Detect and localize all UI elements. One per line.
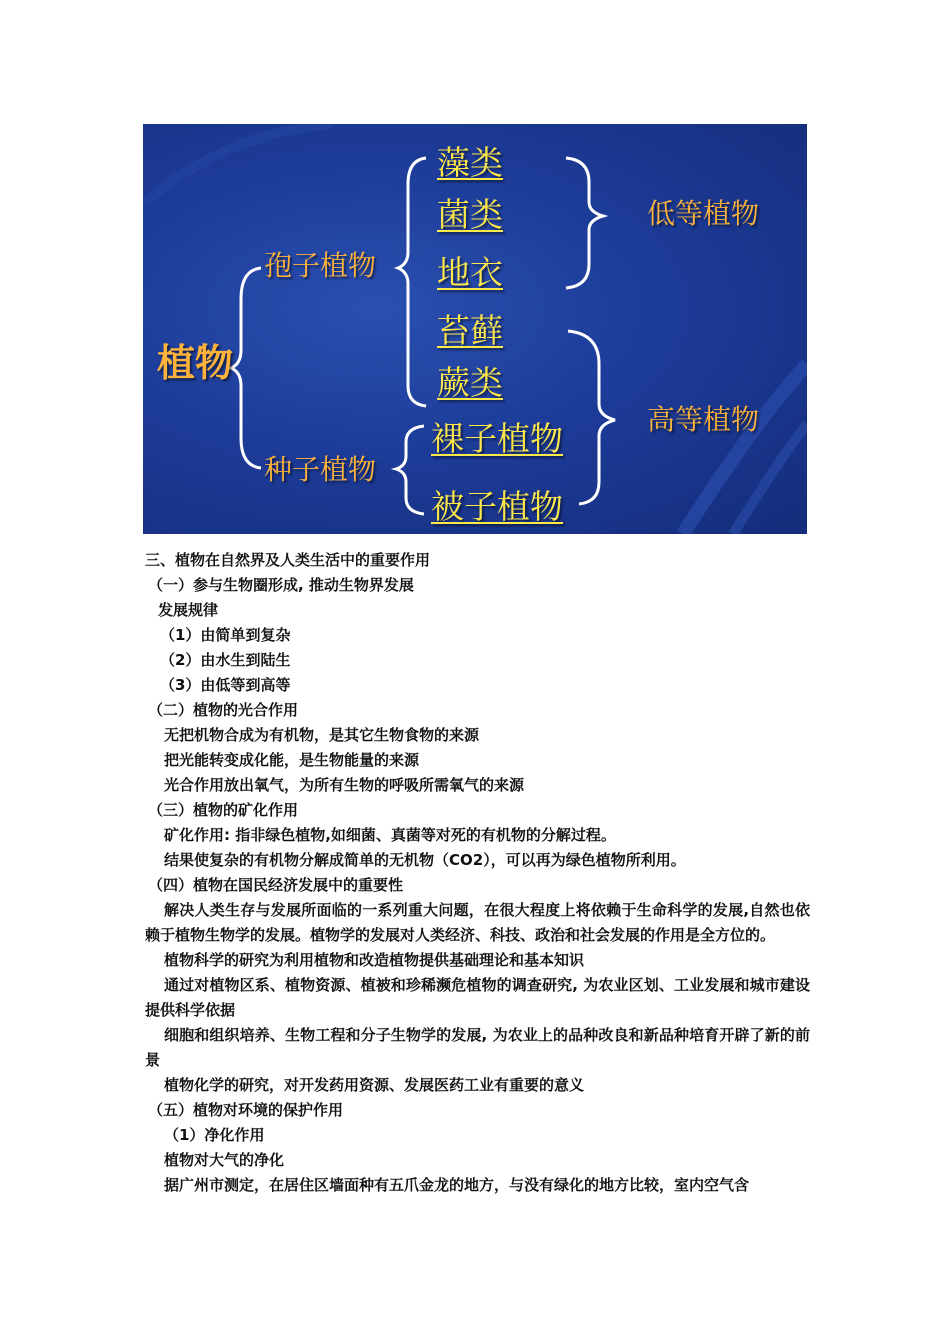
- higher-plants-label: 高等植物: [647, 403, 760, 436]
- section-heading: 三、植物在自然界及人类生活中的重要作用: [145, 551, 431, 569]
- subsection-heading: （四）植物在国民经济发展中的重要性: [148, 876, 404, 894]
- paragraph-line: 植物对大气的净化: [164, 1151, 285, 1169]
- moss-label: 苔藓: [437, 311, 503, 350]
- angiosperm-label: 被子植物: [431, 487, 563, 526]
- brace-lower: [566, 158, 603, 288]
- subsection-heading: （二）植物的光合作用: [148, 701, 299, 719]
- lichen-label: 地衣: [437, 253, 503, 292]
- paragraph-line: 植物化学的研究，对开发药用资源、发展医药工业有重要的意义: [164, 1076, 585, 1094]
- paragraph-line: 结果使复杂的有机物分解成简单的无机物（CO2），可以再为绿色植物所利用。: [164, 851, 686, 869]
- brace-spore: [398, 158, 426, 406]
- paragraph-line: 据广州市测定，在居住区墙面种有五爪金龙的地方，与没有绿化的地方比较，室内空气含: [164, 1176, 750, 1194]
- brace-root: [231, 268, 261, 468]
- list-item: （3）由低等到高等: [160, 676, 291, 694]
- paragraph-line: 把光能转变成化能，是生物能量的来源: [164, 751, 420, 769]
- brace-seed: [396, 426, 424, 514]
- algae-label: 藻类: [437, 143, 503, 182]
- subsection-heading: （五）植物对环境的保护作用: [148, 1101, 344, 1119]
- fern-label: 蕨类: [437, 363, 503, 402]
- paragraph-line: 无把机物合成为有机物，是其它生物食物的来源: [164, 726, 480, 744]
- spore-plants-label: 孢子植物: [264, 249, 377, 282]
- lower-plants-label: 低等植物: [647, 197, 760, 230]
- paragraph-line: 发展规律: [158, 601, 219, 619]
- brace-higher: [568, 331, 615, 504]
- list-item: （2）由水生到陆生: [160, 651, 291, 669]
- paragraph: 解决人类生存与发展所面临的一系列重大问题，在很大程度上将依赖于生命科学的发展,自然也依赖于植物生物学的发展。植物学的发展对人类经济、科技、政治和社会发展的作用是全方位的。: [145, 901, 810, 944]
- list-item: （1）由简单到复杂: [160, 626, 291, 644]
- paragraph: 细胞和组织培养、生物工程和分子生物学的发展, 为农业上的品种改良和新品种培育开辟了新的前景: [145, 1026, 810, 1069]
- body-text: [145, 548, 810, 1198]
- subsection-heading: （三）植物的矿化作用: [148, 801, 299, 819]
- paragraph: 通过对植物区系、植物资源、植被和珍稀濒危植物的调查研究, 为农业区划、工业发展和城市建设提供科学依据: [145, 976, 810, 1019]
- list-item: （1）净化作用: [164, 1126, 265, 1144]
- fungi-label: 菌类: [437, 195, 503, 234]
- gymnosperm-label: 裸子植物: [431, 419, 563, 458]
- paragraph-line: 植物科学的研究为利用植物和改造植物提供基础理论和基本知识: [164, 951, 585, 969]
- seed-plants-label: 种子植物: [264, 453, 377, 486]
- paragraph-line: 矿化作用: 指非绿色植物,如细菌、真菌等对死的有机物的分解过程。: [164, 826, 616, 844]
- classification-diagram: [143, 124, 807, 534]
- subsection-heading: （一）参与生物圈形成, 推动生物界发展: [148, 576, 414, 594]
- paragraph-line: 光合作用放出氧气，为所有生物的呼吸所需氧气的来源: [164, 776, 525, 794]
- root-label: 植物: [157, 340, 234, 385]
